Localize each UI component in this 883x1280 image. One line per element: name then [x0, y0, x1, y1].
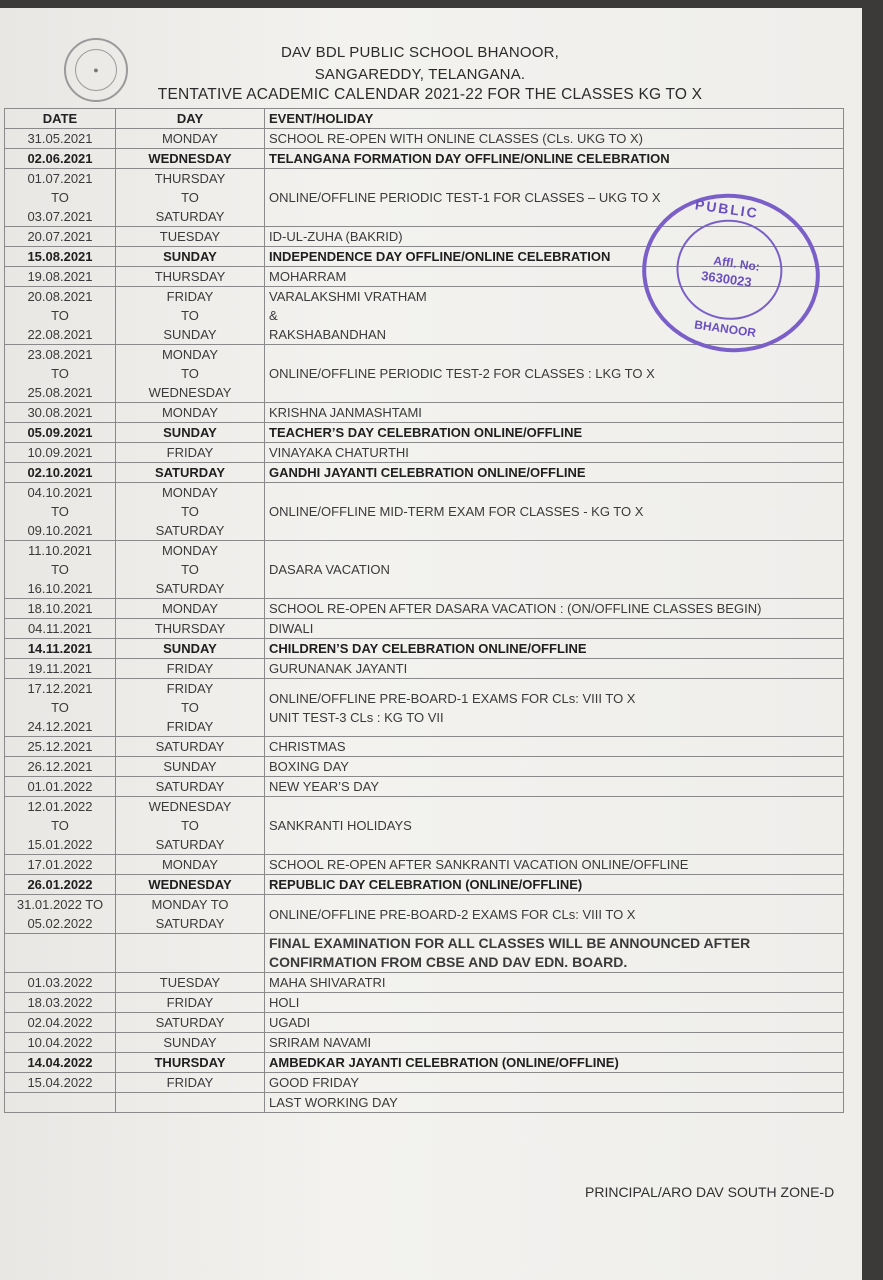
school-name: DAV BDL PUBLIC SCHOOL BHANOOR, [280, 44, 559, 61]
event-cell: KRISHNA JANMASHTAMI [265, 403, 844, 423]
day-cell: SATURDAY [116, 1013, 265, 1033]
day-cell: THURSDAY [116, 619, 265, 639]
event-cell: SCHOOL RE-OPEN AFTER DASARA VACATION : (ON/OFFLINE CLASSES BEGIN) [265, 599, 844, 619]
day-cell: SUNDAY [116, 423, 265, 443]
table-row [5, 737, 844, 757]
date-cell: 20.07.2021 [5, 227, 116, 247]
event-cell: HOLI [265, 993, 844, 1013]
table-row [5, 1033, 844, 1053]
table-row [5, 541, 844, 599]
day-cell [116, 934, 265, 973]
day-cell: TUESDAY [116, 227, 265, 247]
day-cell: WEDNESDAY TO SATURDAY [116, 797, 265, 855]
day-cell: MONDAY [116, 855, 265, 875]
day-cell: WEDNESDAY [116, 875, 265, 895]
event-cell: SRIRAM NAVAMI [265, 1033, 844, 1053]
day-cell [116, 1093, 265, 1113]
date-cell: 05.09.2021 [5, 423, 116, 443]
table-row [5, 443, 844, 463]
day-cell: MONDAY TO SATURDAY [116, 483, 265, 541]
school-logo-icon: ● [64, 38, 128, 102]
date-cell: 10.09.2021 [5, 443, 116, 463]
date-cell: 14.11.2021 [5, 639, 116, 659]
date-cell: 17.01.2022 [5, 855, 116, 875]
table-row [5, 463, 844, 483]
table-row [5, 797, 844, 855]
date-cell: 04.10.2021 TO 09.10.2021 [5, 483, 116, 541]
day-cell: MONDAY [116, 599, 265, 619]
date-cell: 31.01.2022 TO 05.02.2022 [5, 895, 116, 934]
day-cell: MONDAY TO WEDNESDAY [116, 345, 265, 403]
column-header-date: DATE [5, 109, 116, 129]
day-cell: TUESDAY [116, 973, 265, 993]
event-cell: ONLINE/OFFLINE PERIODIC TEST-1 FOR CLASSES – UKG TO X [265, 169, 844, 227]
table-row [5, 1053, 844, 1073]
date-cell: 01.01.2022 [5, 777, 116, 797]
day-cell: MONDAY TO SATURDAY [116, 541, 265, 599]
calendar-title: TENTATIVE ACADEMIC CALENDAR 2021-22 FOR THE CLASSES KG TO X [157, 86, 703, 103]
date-cell [5, 1093, 116, 1113]
table-row [5, 679, 844, 737]
date-cell: 18.03.2022 [5, 993, 116, 1013]
column-header-day: DAY [116, 109, 265, 129]
event-cell: FINAL EXAMINATION FOR ALL CLASSES WILL BE ANNOUNCED AFTER CONFIRMATION FROM CBSE AND DAV EDN. BOARD. [265, 934, 844, 973]
school-address: SANGAREDDY, TELANGANA. [314, 66, 526, 83]
day-cell: SATURDAY [116, 777, 265, 797]
day-cell: FRIDAY [116, 1073, 265, 1093]
day-cell: WEDNESDAY [116, 149, 265, 169]
event-cell: BOXING DAY [265, 757, 844, 777]
date-cell: 14.04.2022 [5, 1053, 116, 1073]
date-cell: 30.08.2021 [5, 403, 116, 423]
event-cell: SCHOOL RE-OPEN WITH ONLINE CLASSES (CLs. UKG TO X) [265, 129, 844, 149]
day-cell: FRIDAY [116, 659, 265, 679]
date-cell: 04.11.2021 [5, 619, 116, 639]
event-cell: GANDHI JAYANTI CELEBRATION ONLINE/OFFLINE [265, 463, 844, 483]
date-cell: 01.03.2022 [5, 973, 116, 993]
date-cell: 02.10.2021 [5, 463, 116, 483]
date-cell: 15.04.2022 [5, 1073, 116, 1093]
day-cell: SUNDAY [116, 639, 265, 659]
signature-line: PRINCIPAL/ARO DAV SOUTH ZONE-D [585, 1184, 835, 1200]
date-cell: 19.11.2021 [5, 659, 116, 679]
table-row [5, 345, 844, 403]
event-cell: SCHOOL RE-OPEN AFTER SANKRANTI VACATION ONLINE/OFFLINE [265, 855, 844, 875]
date-cell: 31.05.2021 [5, 129, 116, 149]
table-row [5, 149, 844, 169]
day-cell: FRIDAY TO SUNDAY [116, 287, 265, 345]
event-cell: VINAYAKA CHATURTHI [265, 443, 844, 463]
day-cell: FRIDAY [116, 993, 265, 1013]
table-row [5, 1073, 844, 1093]
event-cell: ONLINE/OFFLINE MID-TERM EXAM FOR CLASSES - KG TO X [265, 483, 844, 541]
date-cell: 01.07.2021 TO 03.07.2021 [5, 169, 116, 227]
table-row [5, 1093, 844, 1113]
table-row [5, 619, 844, 639]
event-cell: VARALAKSHMI VRATHAM & RAKSHABANDHAN [265, 287, 844, 345]
table-row [5, 993, 844, 1013]
date-cell: 25.12.2021 [5, 737, 116, 757]
table-header-row [5, 109, 844, 129]
day-cell: FRIDAY TO FRIDAY [116, 679, 265, 737]
event-cell: AMBEDKAR JAYANTI CELEBRATION (ONLINE/OFFLINE) [265, 1053, 844, 1073]
table-row [5, 875, 844, 895]
event-cell: CHILDREN’S DAY CELEBRATION ONLINE/OFFLINE [265, 639, 844, 659]
calendar-document [0, 8, 862, 1280]
table-row [5, 483, 844, 541]
day-cell: SATURDAY [116, 463, 265, 483]
event-cell: CHRISTMAS [265, 737, 844, 757]
event-cell: UGADI [265, 1013, 844, 1033]
event-cell: ID-UL-ZUHA (BAKRID) [265, 227, 844, 247]
date-cell: 17.12.2021 TO 24.12.2021 [5, 679, 116, 737]
table-row [5, 973, 844, 993]
date-cell: 02.04.2022 [5, 1013, 116, 1033]
event-cell: TELANGANA FORMATION DAY OFFLINE/ONLINE CELEBRATION [265, 149, 844, 169]
table-row [5, 895, 844, 934]
event-cell: MOHARRAM [265, 267, 844, 287]
table-row [5, 777, 844, 797]
date-cell: 15.08.2021 [5, 247, 116, 267]
event-cell: LAST WORKING DAY [265, 1093, 844, 1113]
day-cell: THURSDAY [116, 267, 265, 287]
day-cell: MONDAY TO SATURDAY [116, 895, 265, 934]
table-row [5, 934, 844, 973]
day-cell: SUNDAY [116, 1033, 265, 1053]
day-cell: SATURDAY [116, 737, 265, 757]
event-cell: REPUBLIC DAY CELEBRATION (ONLINE/OFFLINE) [265, 875, 844, 895]
event-cell: DIWALI [265, 619, 844, 639]
date-cell: 10.04.2022 [5, 1033, 116, 1053]
day-cell: THURSDAY TO SATURDAY [116, 169, 265, 227]
day-cell: THURSDAY [116, 1053, 265, 1073]
day-cell: FRIDAY [116, 443, 265, 463]
table-row [5, 855, 844, 875]
table-row [5, 403, 844, 423]
table-row [5, 639, 844, 659]
event-cell: MAHA SHIVARATRI [265, 973, 844, 993]
date-cell: 26.01.2022 [5, 875, 116, 895]
date-cell: 02.06.2021 [5, 149, 116, 169]
event-cell: ONLINE/OFFLINE PRE-BOARD-2 EXAMS FOR CLs: VIII TO X [265, 895, 844, 934]
event-cell: INDEPENDENCE DAY OFFLINE/ONLINE CELEBRATION [265, 247, 844, 267]
event-cell: ONLINE/OFFLINE PRE-BOARD-1 EXAMS FOR CLs: VIII TO X UNIT TEST-3 CLs : KG TO VII [265, 679, 844, 737]
table-row [5, 423, 844, 443]
date-cell: 26.12.2021 [5, 757, 116, 777]
event-cell: NEW YEAR’S DAY [265, 777, 844, 797]
day-cell: SUNDAY [116, 247, 265, 267]
date-cell: 18.10.2021 [5, 599, 116, 619]
table-row [5, 757, 844, 777]
date-cell: 11.10.2021 TO 16.10.2021 [5, 541, 116, 599]
event-cell: TEACHER’S DAY CELEBRATION ONLINE/OFFLINE [265, 423, 844, 443]
event-cell: ONLINE/OFFLINE PERIODIC TEST-2 FOR CLASSES : LKG TO X [265, 345, 844, 403]
day-cell: SUNDAY [116, 757, 265, 777]
event-cell: SANKRANTI HOLIDAYS [265, 797, 844, 855]
event-cell: DASARA VACATION [265, 541, 844, 599]
day-cell: MONDAY [116, 129, 265, 149]
event-cell: GURUNANAK JAYANTI [265, 659, 844, 679]
date-cell: 20.08.2021 TO 22.08.2021 [5, 287, 116, 345]
column-header-event: EVENT/HOLIDAY [265, 109, 844, 129]
date-cell: 19.08.2021 [5, 267, 116, 287]
date-cell: 23.08.2021 TO 25.08.2021 [5, 345, 116, 403]
school-stamp-icon: PUBLIC Affl. No: 3630023 BHANOOR [632, 182, 830, 363]
event-cell: GOOD FRIDAY [265, 1073, 844, 1093]
date-cell [5, 934, 116, 973]
table-row [5, 659, 844, 679]
table-row [5, 1013, 844, 1033]
day-cell: MONDAY [116, 403, 265, 423]
table-row [5, 129, 844, 149]
table-row [5, 599, 844, 619]
date-cell: 12.01.2022 TO 15.01.2022 [5, 797, 116, 855]
